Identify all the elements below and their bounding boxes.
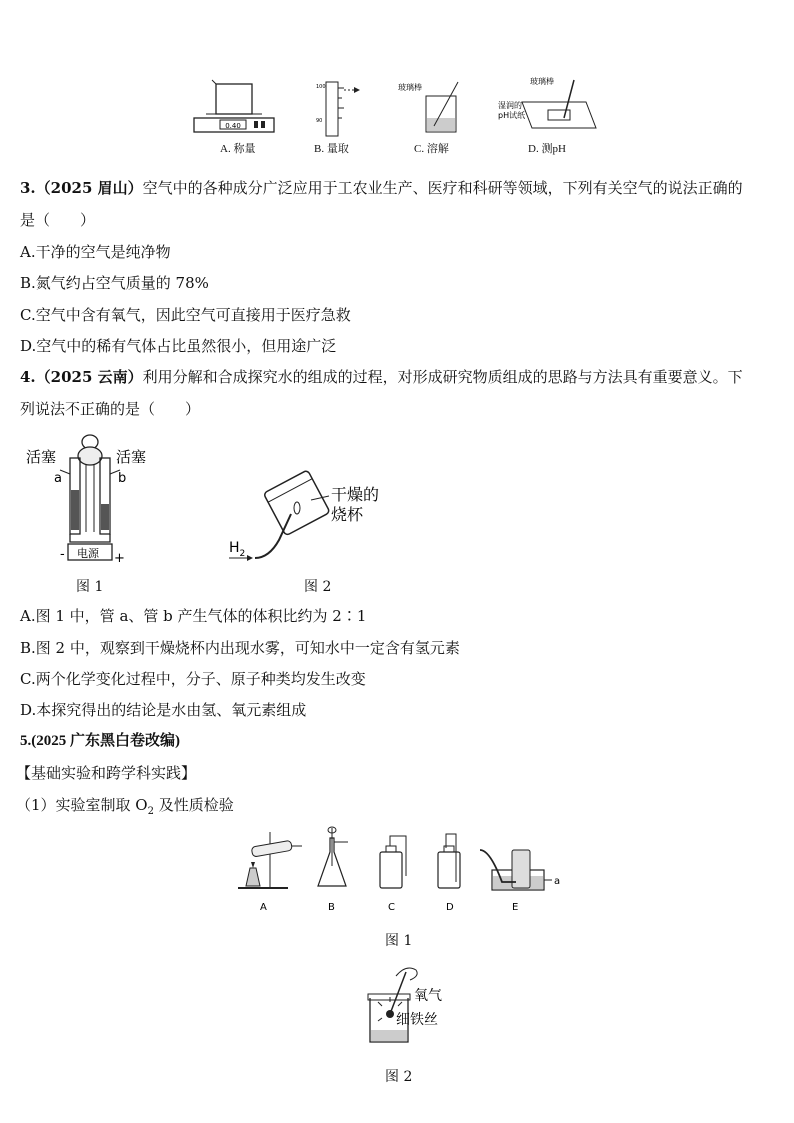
apparatus-label-b: B [328, 902, 335, 913]
top-figure-row [190, 74, 610, 160]
q3-option-b: B.氮气约占空气质量的 78% [20, 274, 209, 292]
caption-d: D. 测pH [528, 143, 566, 155]
rod-label-d: 玻璃棒 [530, 77, 554, 86]
power-label: 电源 [77, 547, 99, 560]
stopcock-right-label: 活塞 [116, 448, 147, 466]
q5-fig1-caption: 图 1 [385, 933, 413, 949]
stopcock-left-label: 活塞 [26, 448, 57, 466]
q5-source: 5.(2025 广东黑白卷改编) [20, 733, 180, 749]
q3-source: 3.（2025 眉山） [20, 179, 143, 197]
apparatus-label-c: C [388, 902, 395, 913]
q4-fig2-caption: 图 2 [304, 579, 332, 595]
plus-label: + [114, 551, 125, 566]
tube-a-label: a [54, 471, 62, 486]
q4-option-a: A.图 1 中，管 a、管 b 产生气体的体积比约为 2∶1 [20, 607, 367, 625]
ph-figure [496, 74, 606, 138]
q3-stem-line1 [20, 178, 743, 198]
caption-b: B. 量取 [314, 143, 349, 155]
q4-stem-1: 利用分解和合成探究水的组成的过程，对形成研究物质组成的思路与方法具有重要意义。下 [142, 368, 743, 386]
gas-label: $H_2$ [229, 540, 246, 559]
q5-section: 【基础实验和跨学科实践】 [16, 764, 197, 782]
rod-label-c: 玻璃棒 [398, 83, 422, 92]
q3-option-a: A.干净的空气是纯净物 [20, 243, 171, 261]
q4-source: 4.（2025 云南） [20, 368, 143, 386]
hydrogen-combustion-figure [225, 470, 395, 570]
q5-part1: （1）实验室制取 $O_2$ 及性质检验 [16, 796, 234, 817]
q3-stem-line2: 是（ ） [20, 211, 96, 229]
minus-label: - [60, 547, 65, 562]
q4-option-b: B.图 2 中，观察到干燥烧杯内出现水雾，可知水中一定含有氢元素 [20, 639, 460, 657]
ph-paper-label-1: 湿润的 [498, 101, 522, 110]
q3-stem-1: 空气中的各种成分广泛应用于工农业生产、医疗和科研等领域，下列有关空气的说法正确的 [142, 179, 743, 197]
dissolve-figure [396, 78, 466, 140]
caption-a: A. 称量 [220, 143, 256, 155]
gas-apparatus-figure [230, 826, 570, 918]
beaker-label-1: 干燥的 [331, 485, 380, 504]
electrolysis-figure [22, 430, 152, 570]
balance-figure [190, 74, 290, 136]
q4-stem-line2: 列说法不正确的是（ ） [20, 400, 201, 418]
oxygen-label: 氧气 [414, 988, 442, 1004]
q4-option-d: D.本探究得出的结论是水由氢、氧元素组成 [20, 701, 307, 719]
beaker-label-2: 烧杯 [331, 505, 364, 524]
cylinder-figure [314, 78, 364, 140]
iron-combustion-figure [350, 958, 450, 1050]
caption-c: C. 溶解 [414, 143, 449, 155]
q5-fig2-caption: 图 2 [385, 1069, 413, 1085]
ph-paper-label-2: pH试纸 [498, 111, 526, 120]
q4-fig1-caption: 图 1 [76, 579, 104, 595]
apparatus-label-e: E [512, 902, 519, 913]
scale-bottom-label: 90 [316, 118, 323, 124]
apparatus-label-d: D [446, 902, 454, 913]
q4-option-c: C.两个化学变化过程中，分子、原子种类均发生改变 [20, 670, 366, 688]
scale-top-label: 100 [316, 84, 326, 90]
q4-stem-line1 [20, 367, 743, 387]
iron-wire-label: 细铁丝 [396, 1012, 438, 1028]
q3-option-d: D.空气中的稀有气体占比虽然很小，但用途广泛 [20, 337, 337, 355]
water-mark-label: a [554, 876, 561, 887]
balance-reading: 0.40 [225, 122, 241, 130]
apparatus-label-a: A [260, 902, 267, 913]
q3-option-c: C.空气中含有氧气，因此空气可直接用于医疗急救 [20, 306, 351, 324]
tube-b-label: b [118, 471, 127, 486]
